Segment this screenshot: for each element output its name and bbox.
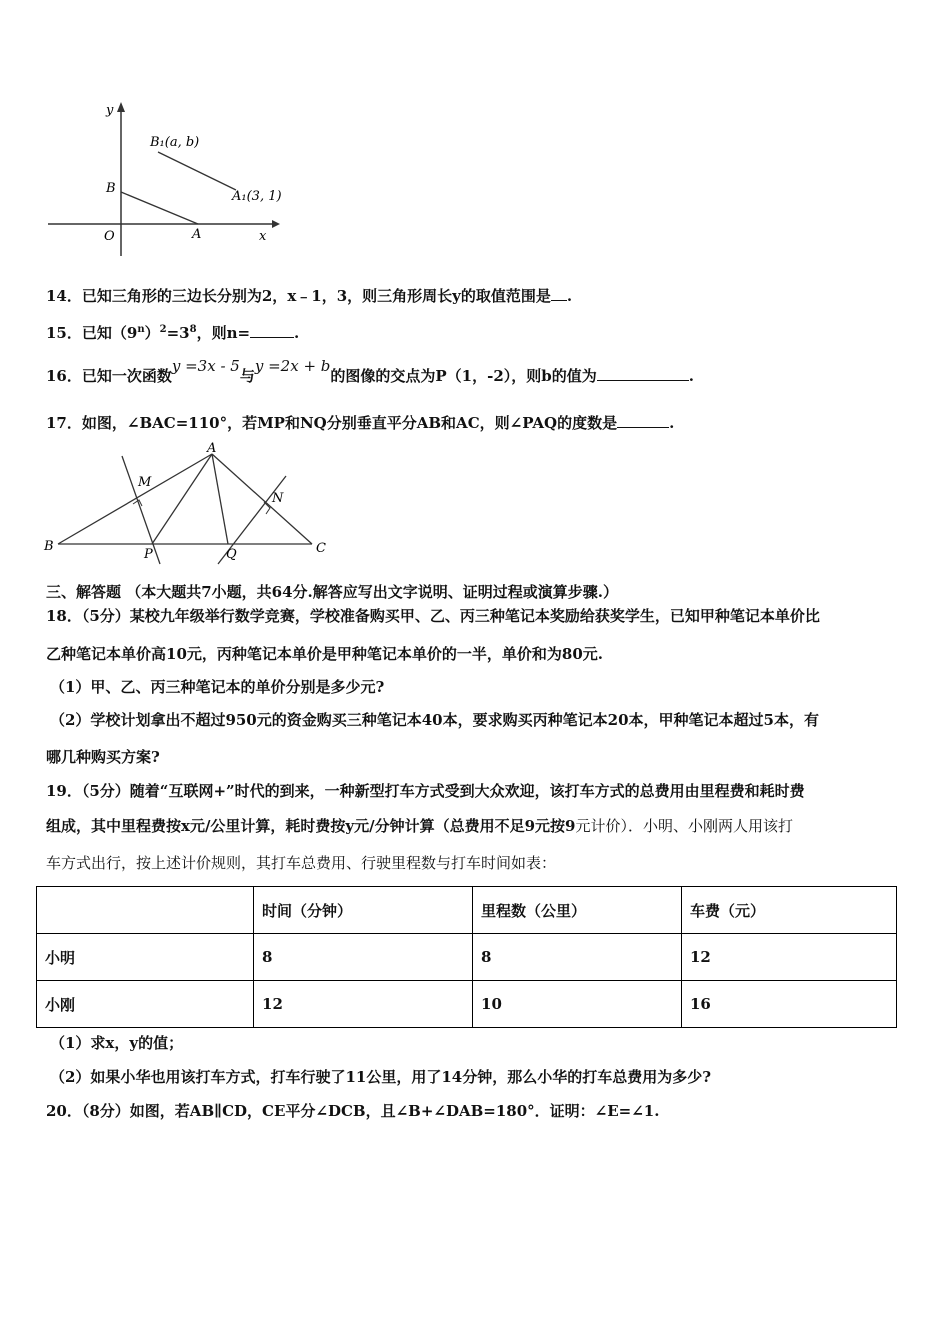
x-axis-arrow bbox=[272, 220, 280, 228]
question-17-tail: . bbox=[669, 414, 675, 432]
label-a: A bbox=[192, 227, 202, 242]
question-17-text: 17．如图，∠BAC=110°，若MP和NQ分别垂直平分AB和AC，则∠PAQ的度数是 bbox=[46, 414, 618, 432]
table-header-cell: 车费（元） bbox=[681, 887, 896, 934]
question-18-sub1: （1）甲、乙、丙三种笔记本的单价分别是多少元? bbox=[50, 678, 385, 696]
question-18-line1: 18．（5分）某校九年级举行数学竞赛，学校准备购买甲、乙、丙三种笔记本奖励给获奖学生，已知甲种笔记本单价比 bbox=[46, 607, 820, 625]
label-n: N bbox=[272, 491, 284, 506]
answer-blank[interactable] bbox=[551, 286, 567, 301]
side-ab bbox=[58, 454, 212, 544]
table-header-row bbox=[37, 887, 897, 934]
table-cell: 8 bbox=[473, 934, 682, 981]
table-cell: 小刚 bbox=[37, 981, 254, 1028]
section-3-header: 三、解答题 （本大题共7小题，共64分.解答应写出文字说明、证明过程或演算步骤.） bbox=[46, 583, 618, 601]
segment-a1b1 bbox=[158, 152, 236, 190]
segment-ap bbox=[152, 454, 212, 544]
table-cell: 10 bbox=[473, 981, 682, 1028]
coordinate-figure bbox=[40, 96, 290, 266]
question-15-eq: =3 bbox=[166, 324, 190, 342]
label-c: C bbox=[316, 541, 326, 556]
question-18-line2: 乙种笔记本单价高10元，丙种笔记本单价是甲种笔记本单价的一半，单价和为80元. bbox=[46, 645, 603, 663]
side-ac bbox=[212, 454, 312, 544]
table-header-cell bbox=[37, 887, 254, 934]
question-19-line2 bbox=[46, 816, 793, 836]
label-x: x bbox=[259, 229, 267, 244]
table-cell: 16 bbox=[681, 981, 896, 1028]
label-b: B bbox=[106, 181, 116, 196]
answer-blank[interactable] bbox=[617, 413, 669, 428]
question-19-sub2: （2）如果小华也用该打车方式，打车行驶了11公里，用了14分钟，那么小华的打车总费用为多少? bbox=[50, 1068, 711, 1086]
table-cell: 8 bbox=[254, 934, 473, 981]
question-19-line2b: 元计价）．小明、小刚两人用该打 bbox=[575, 817, 794, 835]
label-a: A bbox=[207, 441, 217, 456]
table-cell: 12 bbox=[254, 981, 473, 1028]
question-19-sub1: （1）求x，y的值； bbox=[50, 1034, 184, 1052]
question-20: 20．（8分）如图，若AB∥CD，CE平分∠DCB，且∠B+∠DAB=180°．证明：∠E=∠1. bbox=[46, 1102, 660, 1120]
question-15-sup3: 8 bbox=[189, 324, 197, 335]
triangle-figure bbox=[40, 440, 340, 568]
label-p: P bbox=[144, 547, 153, 562]
table-header-cell: 里程数（公里） bbox=[473, 887, 682, 934]
segment-ab bbox=[121, 192, 198, 224]
bisector-mp bbox=[122, 456, 160, 564]
question-15-tail: . bbox=[294, 324, 300, 342]
table-cell: 小明 bbox=[37, 934, 254, 981]
label-b1: B₁(a, b) bbox=[150, 135, 200, 150]
question-15 bbox=[46, 320, 299, 343]
label-origin: O bbox=[104, 229, 115, 244]
answer-blank[interactable] bbox=[250, 323, 294, 338]
segment-aq bbox=[212, 454, 228, 544]
question-15-sup1: n bbox=[137, 324, 145, 335]
question-15-pre: 15．已知（9 bbox=[46, 324, 138, 342]
question-15-mid: ） bbox=[144, 324, 160, 342]
answer-blank[interactable] bbox=[597, 366, 689, 381]
question-17 bbox=[46, 413, 674, 433]
label-q: Q bbox=[226, 547, 237, 562]
label-y: y bbox=[106, 103, 114, 118]
right-angle-m bbox=[133, 500, 142, 506]
question-15-sup2: 2 bbox=[159, 324, 167, 335]
question-16-pre: 16．已知一次函数 bbox=[46, 367, 172, 385]
question-19-line3: 车方式出行，按上述计价规则，其打车总费用、行驶里程数与打车时间如表： bbox=[46, 854, 557, 872]
question-16 bbox=[46, 357, 694, 386]
question-14-text: 14．已知三角形的三边长分别为2，x﹣1，3，则三角形周长y的取值范围是 bbox=[46, 287, 551, 305]
question-15-post: ，则n= bbox=[196, 324, 251, 342]
question-19-line2a: 组成，其中里程费按x元/公里计算，耗时费按y元/分钟计算（总费用不足9元按9 bbox=[46, 817, 576, 835]
question-14 bbox=[46, 286, 572, 306]
question-16-post: 的图像的交点为P（1，-2），则b的值为 bbox=[330, 367, 597, 385]
question-18-sub2: （2）学校计划拿出不超过950元的资金购买三种笔记本40本，要求购买丙种笔记本20本，甲种笔记本超过5本，有 bbox=[50, 711, 819, 729]
label-m: M bbox=[138, 475, 152, 490]
y-axis-arrow bbox=[117, 102, 125, 112]
label-b: B bbox=[44, 539, 54, 554]
fare-table bbox=[36, 886, 897, 1028]
function-1: y =3x - 5 bbox=[171, 357, 240, 375]
question-19-line1: 19．（5分）随着“互联网+”时代的到来，一种新型打车方式受到大众欢迎，该打车方式的总费用由里程费和耗时费 bbox=[46, 782, 805, 800]
label-a1: A₁(3, 1) bbox=[232, 189, 282, 204]
table-row bbox=[37, 981, 897, 1028]
question-14-tail: . bbox=[566, 287, 573, 305]
table-row bbox=[37, 934, 897, 981]
table-header-cell: 时间（分钟） bbox=[254, 887, 473, 934]
function-2: y =2x + b bbox=[254, 357, 331, 375]
table-cell: 12 bbox=[681, 934, 896, 981]
question-16-mid: 与 bbox=[239, 367, 255, 385]
question-16-tail: . bbox=[688, 367, 694, 385]
question-18-sub2b: 哪几种购买方案? bbox=[46, 748, 160, 766]
